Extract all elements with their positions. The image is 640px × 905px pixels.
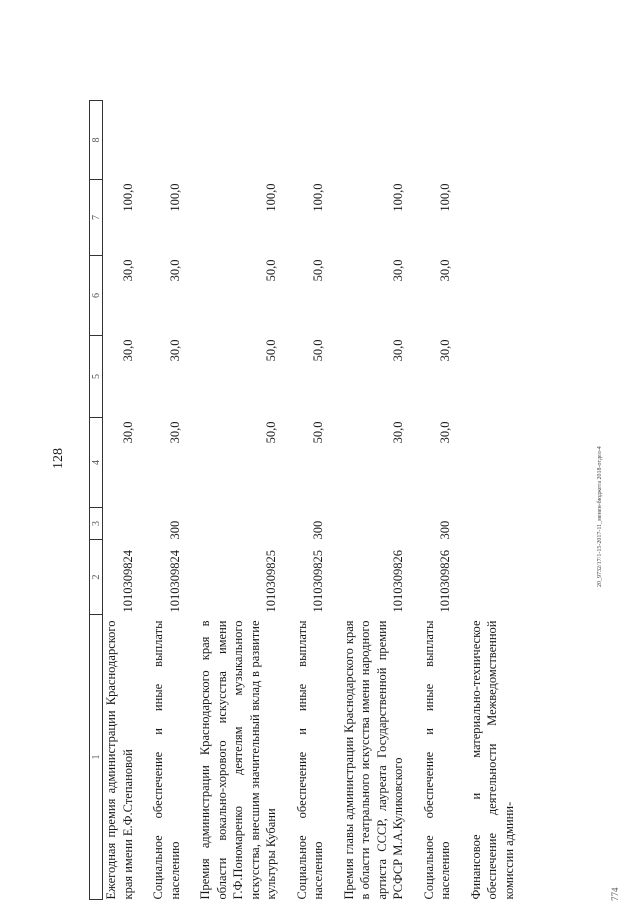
row-value-6: 50,0	[264, 339, 278, 362]
row-value-7: 30,0	[391, 259, 405, 282]
row-type: 300	[438, 520, 452, 540]
header-col-5: 5	[90, 336, 103, 418]
row-name: Премия главы администрации Краснодарского края в области театрального искусства имени народного артиста СССР, лауреата Государственной премии РСФСР М.А.Куликовского	[341, 620, 405, 900]
row-name: Социальное обеспечение и иные выплаты населению	[151, 620, 182, 900]
row-value-8	[458, 180, 522, 256]
table-row	[411, 101, 458, 900]
row-code: 1010309826	[391, 550, 405, 613]
row-value-7: 30,0	[167, 259, 182, 282]
row-code: 1010309825	[311, 550, 325, 613]
row-code: 1010309824	[167, 550, 182, 613]
row-type: 300	[311, 520, 325, 540]
row-value-7: 50,0	[311, 259, 325, 282]
row-code	[458, 540, 522, 615]
header-col-2: 2	[90, 540, 103, 615]
row-value-6: 30,0	[438, 339, 452, 362]
row-value-5: 30,0	[120, 421, 135, 444]
row-value-6: 50,0	[311, 339, 325, 362]
row-name: Социальное обеспечение и иные выплаты населению	[421, 620, 452, 900]
header-row	[90, 101, 103, 900]
row-value-7	[458, 256, 522, 336]
row-value-5: 50,0	[311, 421, 325, 444]
row-value-8: 100,0	[438, 183, 452, 212]
row-value-8: 100,0	[167, 183, 182, 212]
row-value-8: 100,0	[264, 183, 278, 212]
row-value-6: 30,0	[120, 339, 135, 362]
row-value-5: 30,0	[391, 421, 405, 444]
row-value-5: 50,0	[264, 421, 278, 444]
page-number: 128	[51, 448, 66, 469]
header-col-3: 3	[90, 508, 103, 540]
row-type	[458, 508, 522, 540]
row-type	[103, 508, 141, 540]
header-col-1: 1	[90, 615, 103, 900]
table-row	[331, 101, 411, 900]
row-type	[187, 508, 284, 540]
row-value-5: 30,0	[167, 421, 182, 444]
header-col-8: 8	[90, 101, 103, 180]
row-value-7: 50,0	[264, 259, 278, 282]
row-name: Социальное обеспечение и иные выплаты населению	[294, 620, 325, 900]
budget-table	[89, 100, 521, 900]
header-col-6: 6	[90, 256, 103, 336]
row-value-5	[458, 418, 522, 508]
row-value-7: 30,0	[120, 259, 135, 282]
table-row	[103, 101, 141, 900]
row-name: Ежегодная премия администрации Краснодарского края имени Е.Ф.Степановой	[104, 620, 135, 900]
row-code: 1010309825	[264, 550, 278, 613]
table-row	[140, 101, 187, 900]
header-col-7: 7	[90, 180, 103, 256]
row-value-6	[458, 336, 522, 418]
row-value-7: 30,0	[438, 259, 452, 282]
row-value-5: 30,0	[438, 421, 452, 444]
row-type: 300	[167, 520, 182, 540]
table-row	[458, 101, 522, 900]
row-value-8: 100,0	[311, 183, 325, 212]
row-type	[331, 508, 411, 540]
row-value-6: 30,0	[167, 339, 182, 362]
row-name: Финансовое и материально-техническое обеспечение деятельности Межведомственной комиссии админи-	[468, 620, 516, 900]
table-row	[187, 101, 284, 900]
footer-number: 774	[610, 887, 620, 901]
table-row	[284, 101, 331, 900]
row-value-8: 100,0	[120, 183, 135, 212]
side-stamp: 20_9732/17/1-15-2017-11_менен-бюджета 2018-отдел-4	[597, 446, 603, 587]
row-name: Премия администрации Краснодарского края в области вокально-хорового искусства имени Г.Ф.Пономаренко деятелям музыкального искусства, внесшим значительный вклад в развитие культуры Кубани	[198, 620, 278, 900]
row-code: 1010309826	[438, 550, 452, 613]
row-value-6: 30,0	[391, 339, 405, 362]
header-col-4: 4	[90, 418, 103, 508]
row-value-8: 100,0	[391, 183, 405, 212]
row-code: 1010309824	[120, 550, 135, 613]
